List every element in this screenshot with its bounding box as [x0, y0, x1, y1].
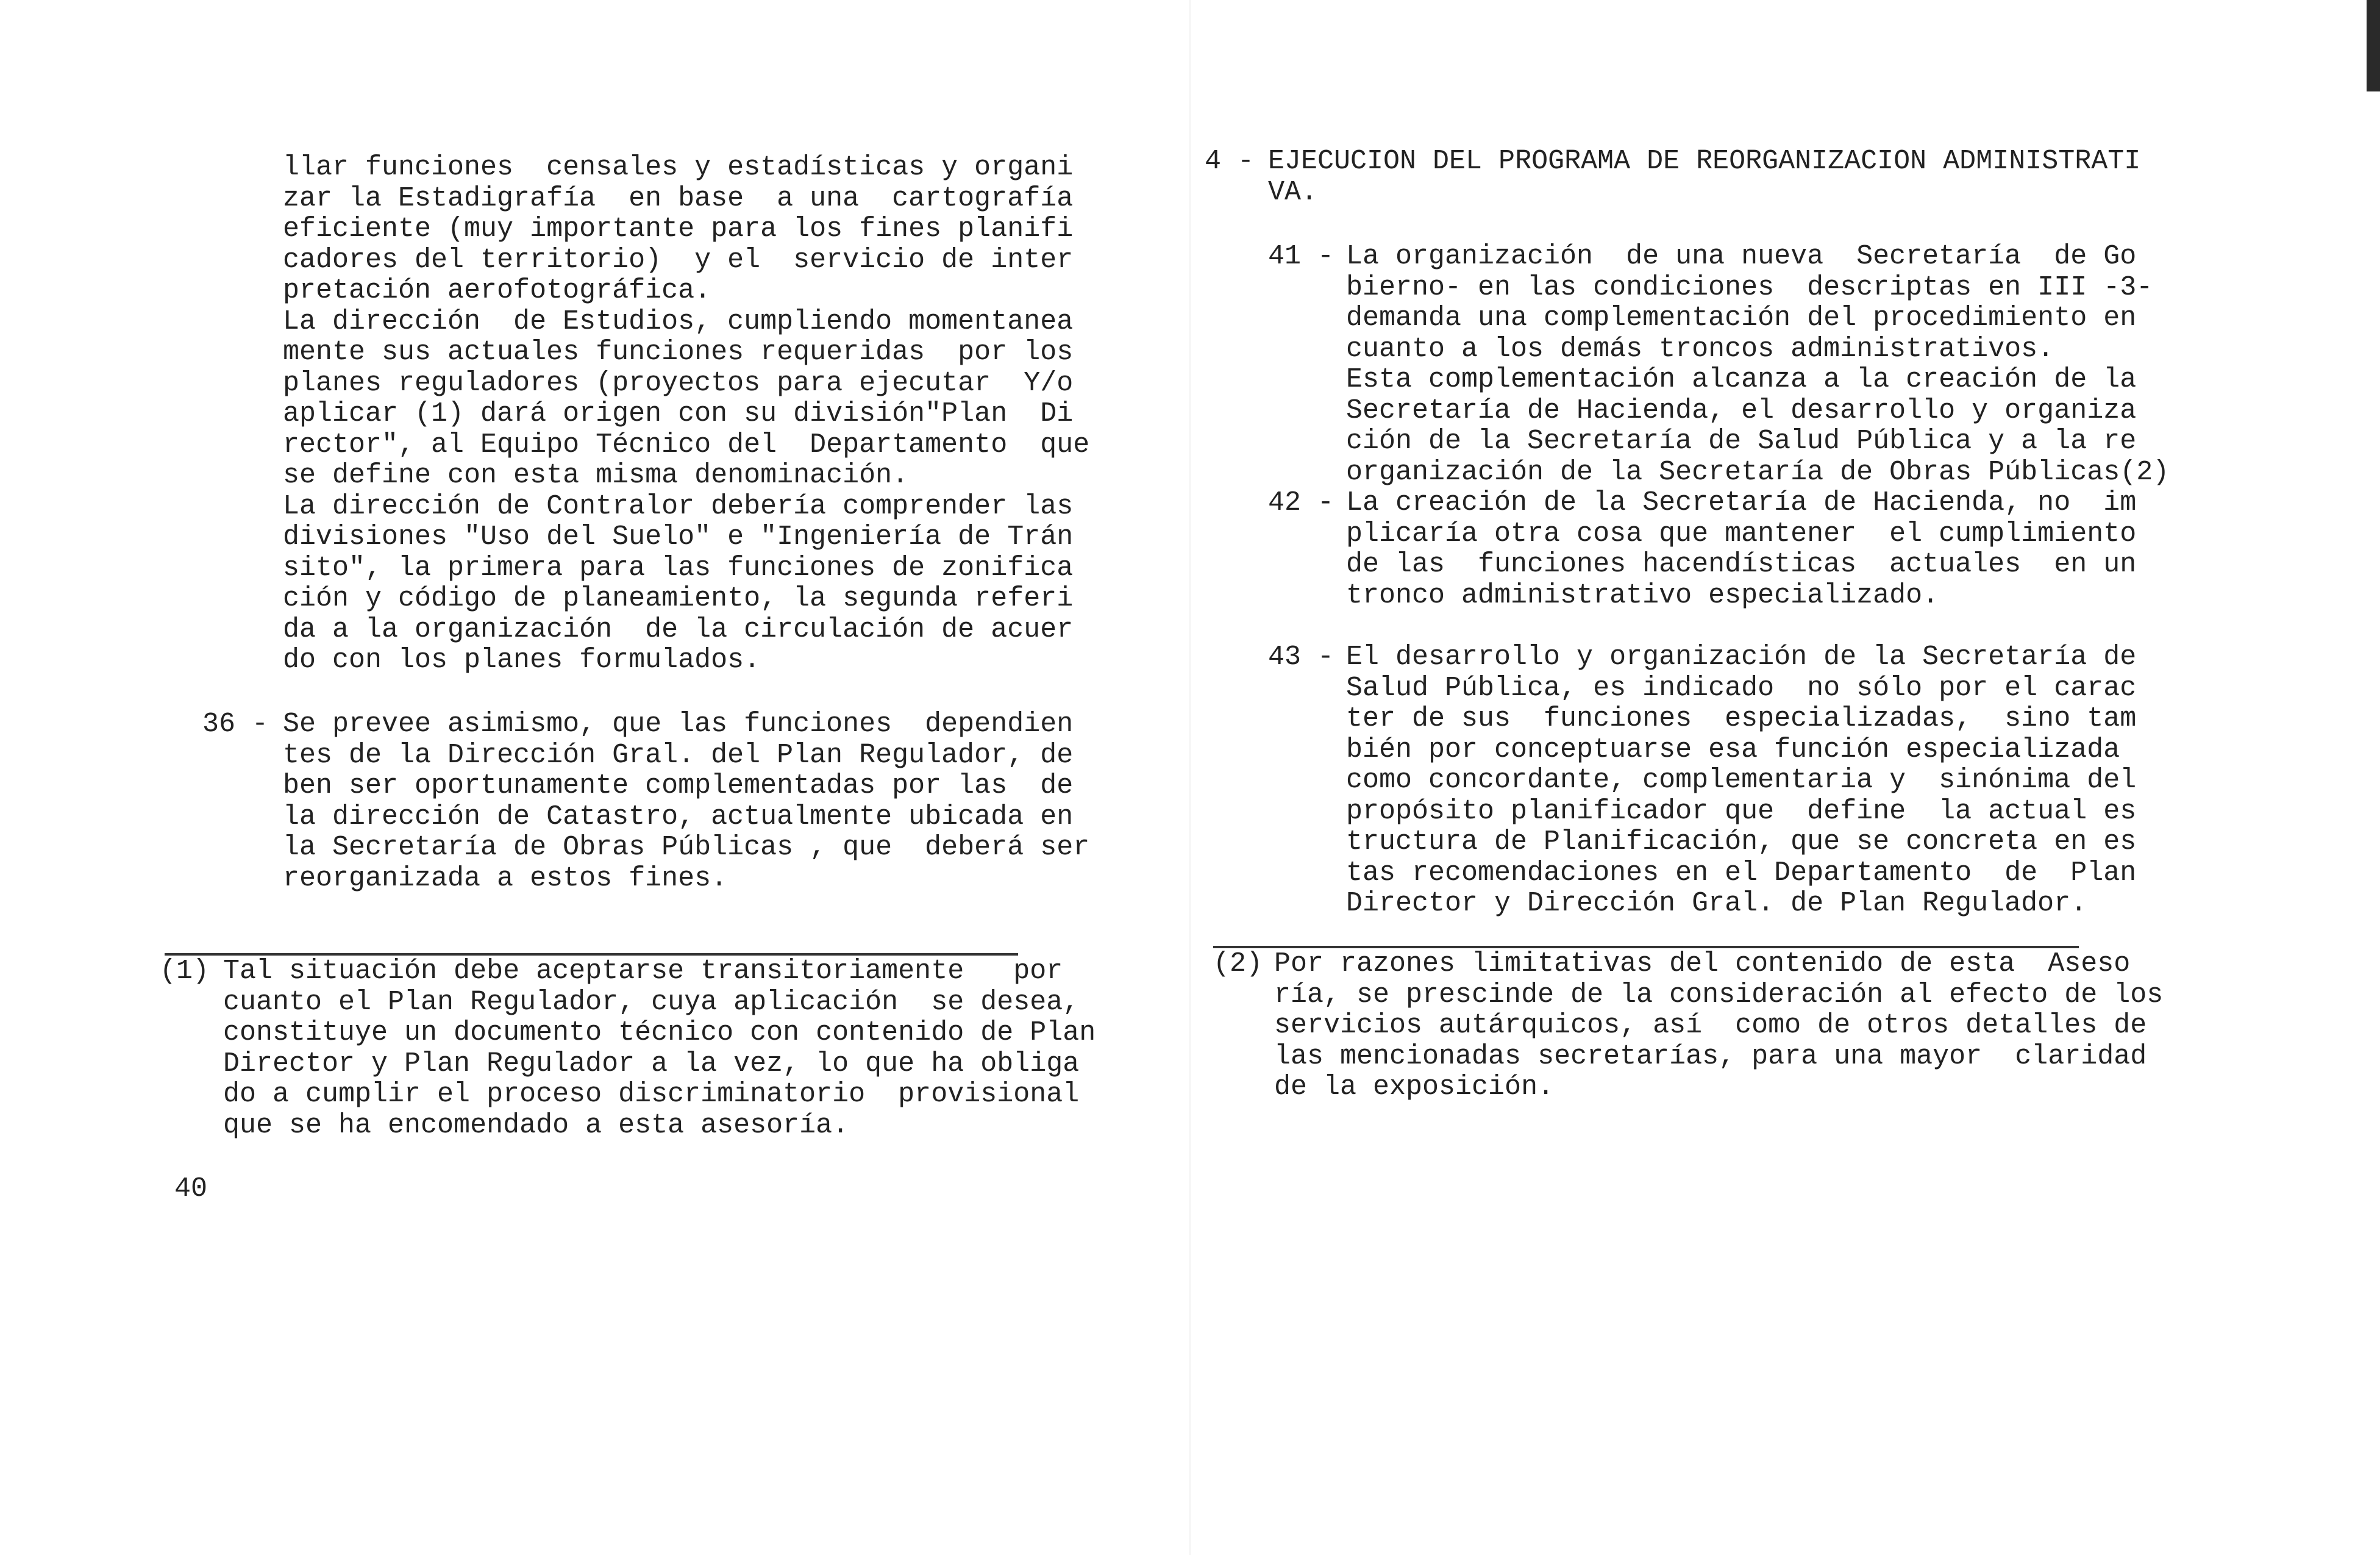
item-43-line: Director y Dirección Gral. de Plan Regulador. — [1346, 888, 2087, 919]
footnote-1-line: constituye un documento técnico con contenido de Plan — [223, 1017, 1096, 1048]
item-42-line: La creación de la Secretaría de Hacienda, no im — [1346, 487, 2137, 518]
body-line: ción y código de planeamiento, la segunda referi — [283, 583, 1074, 614]
item-36-line: tes de la Dirección Gral. del Plan Regulador, de — [283, 739, 1074, 771]
section-number: 4 - — [1205, 146, 1255, 177]
footnote-2-line: de la exposición. — [1274, 1071, 1555, 1103]
body-line: divisiones "Uso del Suelo" e "Ingeniería de Trán — [283, 521, 1074, 552]
section-title-line: VA. — [1268, 176, 1318, 208]
item-41-line: bierno- en las condiciones descriptas en III -3- — [1346, 271, 2153, 303]
body-line: rector", al Equipo Técnico del Departamento que — [283, 429, 1090, 460]
footnote-1-text — [223, 956, 1096, 1141]
body-line: sito", la primera para las funciones de zonifica — [283, 552, 1074, 584]
item-42-line: plicaría otra cosa que mantener el cumplimiento — [1346, 518, 2137, 549]
item-43-line: bién por conceptuarse esa función especializada — [1346, 734, 2120, 765]
item-43-line: tas recomendaciones en el Departamento de Plan — [1346, 857, 2137, 888]
body-line: mente sus actuales funciones requeridas por los — [283, 337, 1074, 368]
item-36-line: la dirección de Catastro, actualmente ubicada en — [283, 801, 1074, 832]
item-43-line: ter de sus funciones especializadas, sino tam — [1346, 703, 2137, 734]
item-43-line: El desarrollo y organización de la Secretaría de — [1346, 642, 2137, 673]
item-43-line: como concordante, complementaria y sinónima del — [1346, 765, 2137, 796]
body-line: planes reguladores (proyectos para ejecutar Y/o — [283, 367, 1074, 399]
item-43-line: propósito planificador que define la actual es — [1346, 795, 2137, 827]
item-36-line: Se prevee asimismo, que las funciones dependien — [283, 709, 1074, 740]
body-line: La dirección de Contralor debería comprender las — [283, 490, 1074, 522]
item-43-line: Salud Pública, es indicado no sólo por el carac — [1346, 672, 2137, 704]
footnote-2-line: las mencionadas secretarías, para una mayor claridad — [1274, 1040, 2147, 1072]
item-42-line: tronco administrativo especializado. — [1346, 579, 1939, 611]
footnote-1-line: que se ha encomendado a esta asesoría. — [223, 1109, 849, 1141]
body-line: aplicar (1) dará origen con su división"Plan Di — [283, 398, 1074, 429]
item-43-line: tructura de Planificación, que se concreta en es — [1346, 826, 2137, 857]
section-title — [1268, 146, 2140, 208]
body-line: do con los planes formulados. — [283, 645, 761, 676]
page-number: 40 — [174, 1173, 208, 1204]
item-36-line: la Secretaría de Obras Públicas , que deberá ser — [283, 832, 1090, 863]
item-36-number: 36 - — [202, 709, 269, 740]
footnote-2-marker: (2) — [1213, 948, 1263, 979]
item-43-text — [1346, 642, 2136, 920]
item-42-text — [1346, 488, 2136, 611]
item-41-line: ción de la Secretaría de Salud Pública y a la re — [1346, 426, 2137, 457]
scan-edge-shadow — [2367, 0, 2380, 91]
item-36-text — [283, 709, 1089, 894]
left-body-text — [283, 152, 1089, 676]
item-41-line: organización de la Secretaría de Obras Públicas(2) — [1346, 456, 2170, 488]
page-fold — [1189, 0, 1191, 1555]
item-41-number: 41 - — [1268, 241, 1334, 272]
item-42-number: 42 - — [1268, 487, 1334, 518]
footnote-1-line: do a cumplir el proceso discriminatorio provisional — [223, 1079, 1080, 1110]
item-41-line: demanda una complementación del procedimiento en — [1346, 302, 2137, 334]
body-line: cadores del territorio) y el servicio de inter — [283, 244, 1074, 276]
footnote-1-line: Director y Plan Regulador a la vez, lo que ha obliga — [223, 1048, 1080, 1079]
footnote-1-line: cuanto el Plan Regulador, cuya aplicación se desea, — [223, 986, 1080, 1018]
item-41-line: cuanto a los demás troncos administrativos. — [1346, 333, 2054, 365]
body-line: eficiente (muy importante para los fines planifi — [283, 213, 1074, 245]
footnote-1-line: Tal situación debe aceptarse transitoriamente por — [223, 956, 1063, 987]
body-line: La dirección de Estudios, cumpliendo momentanea — [283, 306, 1074, 337]
footnote-1-marker: (1) — [160, 956, 210, 987]
section-title-line: EJECUCION DEL PROGRAMA DE REORGANIZACION ADMINISTRATI — [1268, 146, 2141, 177]
item-41-line: Esta complementación alcanza a la creación de la — [1346, 364, 2137, 395]
item-42-line: de las funciones hacendísticas actuales en un — [1346, 549, 2137, 580]
footnote-2-line: Por razones limitativas del contenido de esta Aseso — [1274, 948, 2131, 979]
body-line: da a la organización de la circulación de acuer — [283, 613, 1074, 645]
item-36-line: ben ser oportunamente complementadas por las de — [283, 770, 1074, 801]
item-36-line: reorganizada a estos fines. — [283, 862, 728, 894]
body-line: llar funciones censales y estadísticas y organi — [283, 152, 1074, 183]
footnote-2-text — [1274, 949, 2163, 1103]
footnote-2-line: ría, se prescinde de la consideración al efecto de los — [1274, 979, 2164, 1010]
item-41-text — [1346, 241, 2169, 488]
item-41-line: La organización de una nueva Secretaría de Go — [1346, 241, 2137, 272]
body-line: pretación aerofotográfica. — [283, 275, 711, 306]
footnote-2-line: servicios autárquicos, así como de otros detalles de — [1274, 1010, 2147, 1041]
body-line: zar la Estadigrafía en base a una cartografía — [283, 182, 1074, 214]
item-41-line: Secretaría de Hacienda, el desarrollo y organiza — [1346, 395, 2137, 426]
body-line: se define con esta misma denominación. — [283, 460, 909, 491]
item-43-number: 43 - — [1268, 642, 1334, 673]
